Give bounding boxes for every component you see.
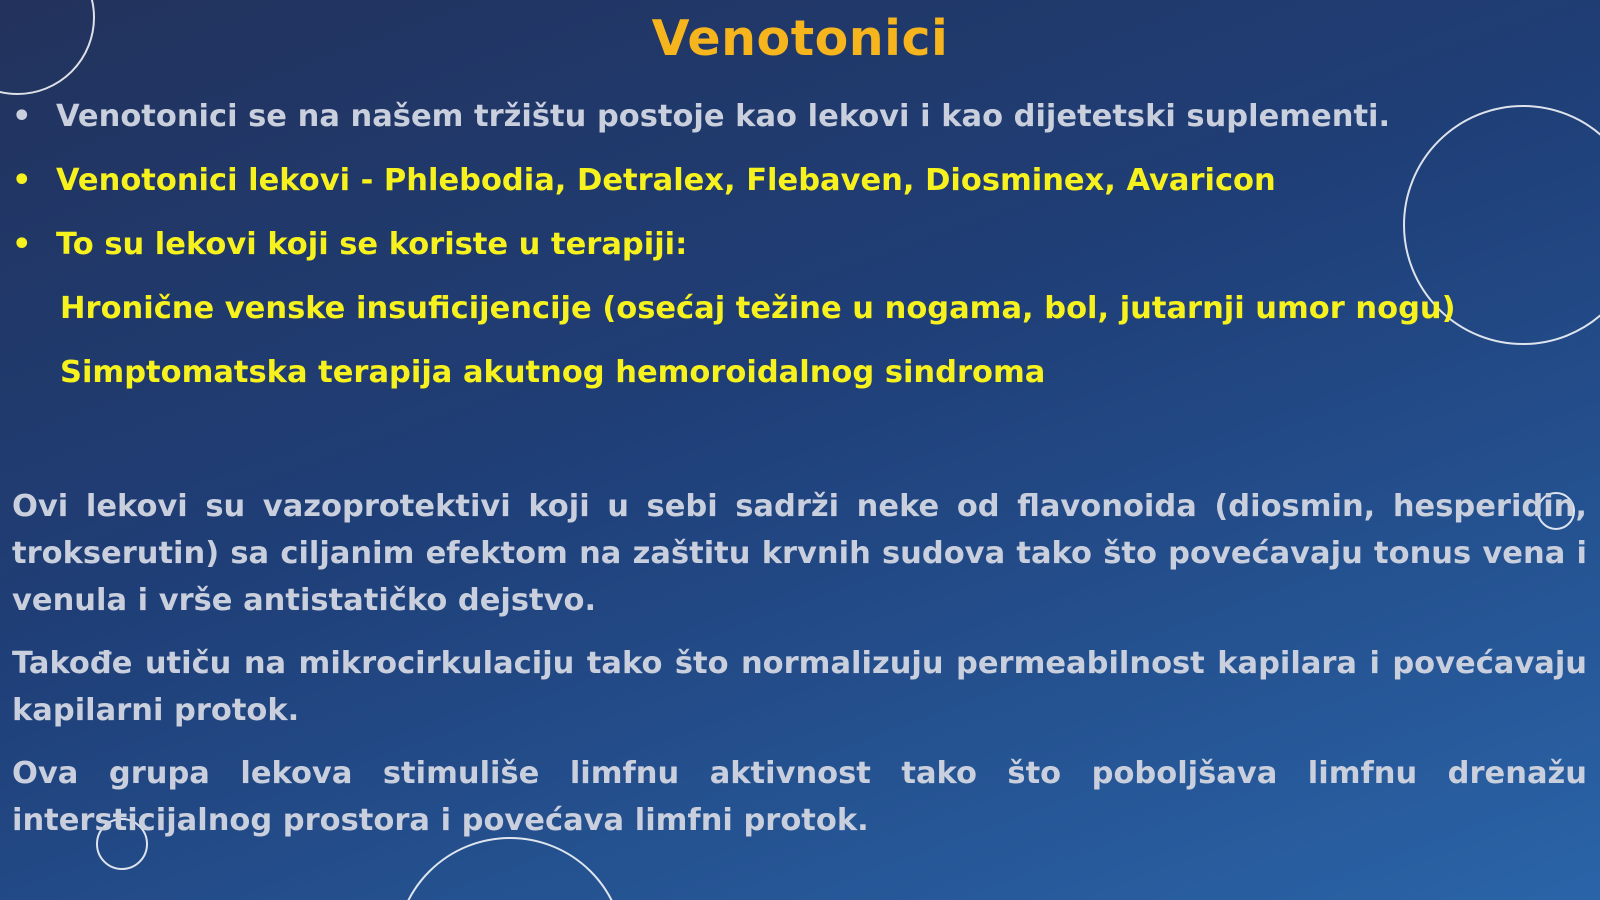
bullet-text: Venotonici se na našem tržištu postoje kao lekovi i kao dijetetski suplementi. (56, 99, 1391, 134)
paragraph: Ova grupa lekova stimuliše limfnu aktivnost tako što poboljšava limfnu drenažu intersticijalnog prostora i povećava limfni protok. (12, 756, 1587, 838)
body-paragraphs (12, 483, 1587, 860)
bullet-item (12, 224, 1512, 266)
slide-title: Venotonici (651, 10, 949, 67)
bullet-icon: • (12, 99, 32, 134)
sub-item: Hronične venske insuficijencije (osećaj težine u nogama, bol, jutarnji umor nogu) (60, 291, 1456, 326)
bullet-item (12, 160, 1512, 202)
bullet-icon: • (12, 163, 32, 198)
paragraph: Ovi lekovi su vazoprotektivi koji u sebi sadrži neke od flavonoida (diosmin, hesperidin, trokserutin) sa ciljanim efektom na zaštitu krvnih sudova tako što povećavaju tonus vena i venula i vrše antistatičko dejstvo. (12, 489, 1587, 618)
paragraph: Takođe utiču na mikrocirkulaciju tako što normalizuju permeabilnost kapilara i povećavaju kapilarni protok. (12, 646, 1587, 728)
bullet-list (12, 96, 1512, 416)
bullet-text: To su lekovi koji se koriste u terapiji: (56, 227, 688, 262)
bullet-icon: • (12, 227, 32, 262)
bullet-item (12, 96, 1512, 138)
bullet-text: Venotonici lekovi - Phlebodia, Detralex, Flebaven, Diosminex, Avaricon (56, 163, 1276, 198)
sub-item: Simptomatska terapija akutnog hemoroidalnog sindroma (60, 355, 1046, 390)
